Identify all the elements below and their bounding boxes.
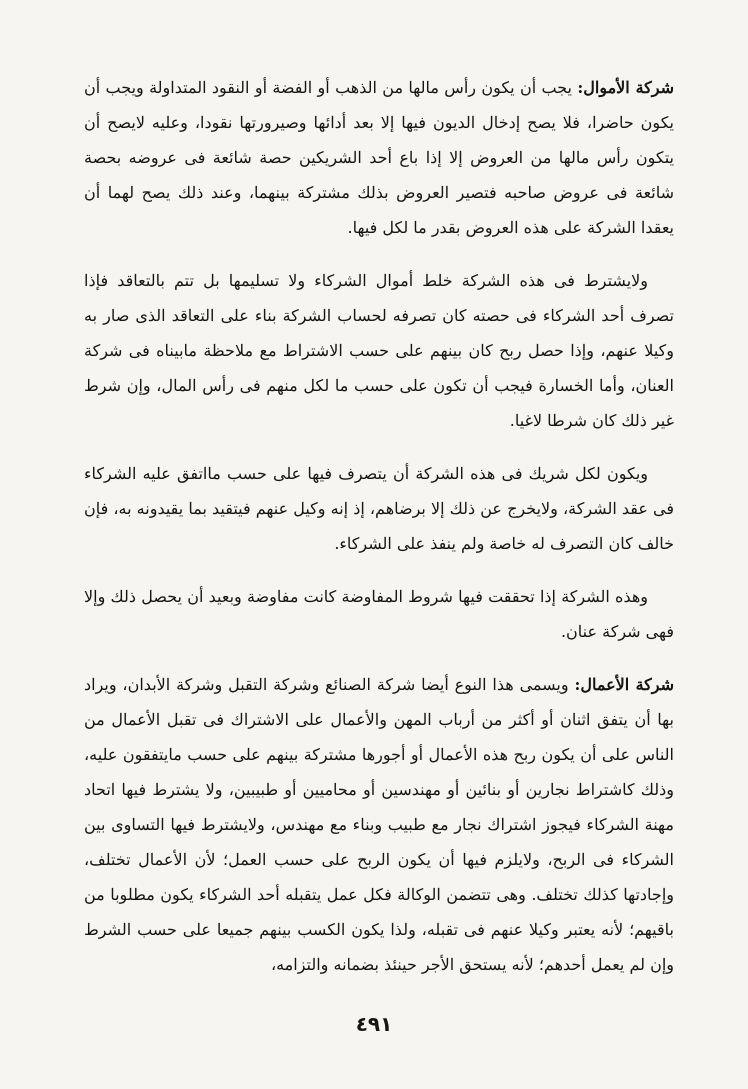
- section-term-aamal: شركة الأعمال:: [574, 675, 674, 694]
- paragraph-4: [84, 579, 674, 649]
- paragraph-text: يجب أن يكون رأس مالها من الذهب أو الفضة أو النقود المتداولة ويجب أن يكون حاضرا، فلا يصح إدخال الديون فيها إلا بعد أدائها وصيرورتها نقودا، وعليه لايصح أن يتكون رأس مالها من العروض إلا إذا باع أحد الشريكين حصة شائعة فى عروضه بحصة شائعة فى عروض صاحبه فتصير العروض بذلك مشتركة بينهما، وعند ذلك يصح لهما أن يعقدا الشركة على هذه العروض بقدر ما لكل فيها.: [84, 78, 674, 237]
- paragraph-text: ولايشترط فى هذه الشركة خلط أموال الشركاء ولا تسليمها بل تتم بالتعاقد فإذا تصرف أحد الشركاء فى حصته كان تصرفه لحساب الشركة بناء على التعاقد الذى صار به وكيلا عنهم، وإذا حصل ربح كان بينهم على حسب الاشتراط مع ملاحظة مابيناه فى شركة العنان، وأما الخسارة فيجب أن تكون على حسب ما لكل منهم فى رأس المال، وإن شرط غير ذلك كان شرطا لاغيا.: [84, 271, 675, 430]
- paragraph-5: [84, 667, 674, 982]
- paragraph-3: [84, 456, 674, 561]
- paragraph-text: ويسمى هذا النوع أيضا شركة الصنائع وشركة التقبل وشركة الأبدان، ويراد بها أن يتفق اثنان أو أكثر من أرباب المهن والأعمال على الاشتراك فى تقبل الأعمال من الناس على أن يكون ربح هذه الأعمال أو أجورها مشتركة بينهم على حسب مايتفقون عليه، وذلك كاشتراط نجارين أو بنائين أو مهندسين أو محاميين أو طبيبين، ولا يشترط فيها اتحاد مهنة الشركاء فيجوز اشتراك نجار مع طبيب وبناء مع مهندس، ولايشترط فيها التساوى بين الشركاء فى الربح، ولايلزم فيها أن يكون الربح على حسب العمل؛ لأن الأعمال تختلف، وإجادتها كذلك تختلف. وهى تتضمن الوكالة فكل عمل يتقبله أحد الشركاء يكون مطلوبا من باقيهم؛ لأنه يعتبر وكيلا عنهم فى تقبله، ولذا يكون الكسب بينهم جميعا على حسب الشرط وإن لم يعمل أحدهم؛ لأنه يستحق الأجر حينئذ بضمانه والتزامه،: [84, 675, 675, 974]
- page-body: [84, 70, 674, 1000]
- section-term-amwal: شركة الأموال:: [577, 78, 674, 97]
- paragraph-text: وهذه الشركة إذا تحققت فيها شروط المفاوضة كانت مفاوضة وبعيد أن يحصل ذلك وإلا فهى شركة عنان.: [84, 587, 674, 641]
- paragraph-2: [84, 263, 674, 438]
- paragraph-text: ويكون لكل شريك فى هذه الشركة أن يتصرف فيها على حسب مااتفق عليه الشركاء فى عقد الشركة، ولايخرج عن ذلك إلا برضاهم، إذ إنه وكيل عنهم فيتقيد بما يقيدونه به، فإن خالف كان التصرف له خاصة ولم ينفذ على الشركاء.: [84, 464, 674, 553]
- page-number: ٤٩١: [355, 1012, 393, 1036]
- paragraph-1: [84, 70, 674, 245]
